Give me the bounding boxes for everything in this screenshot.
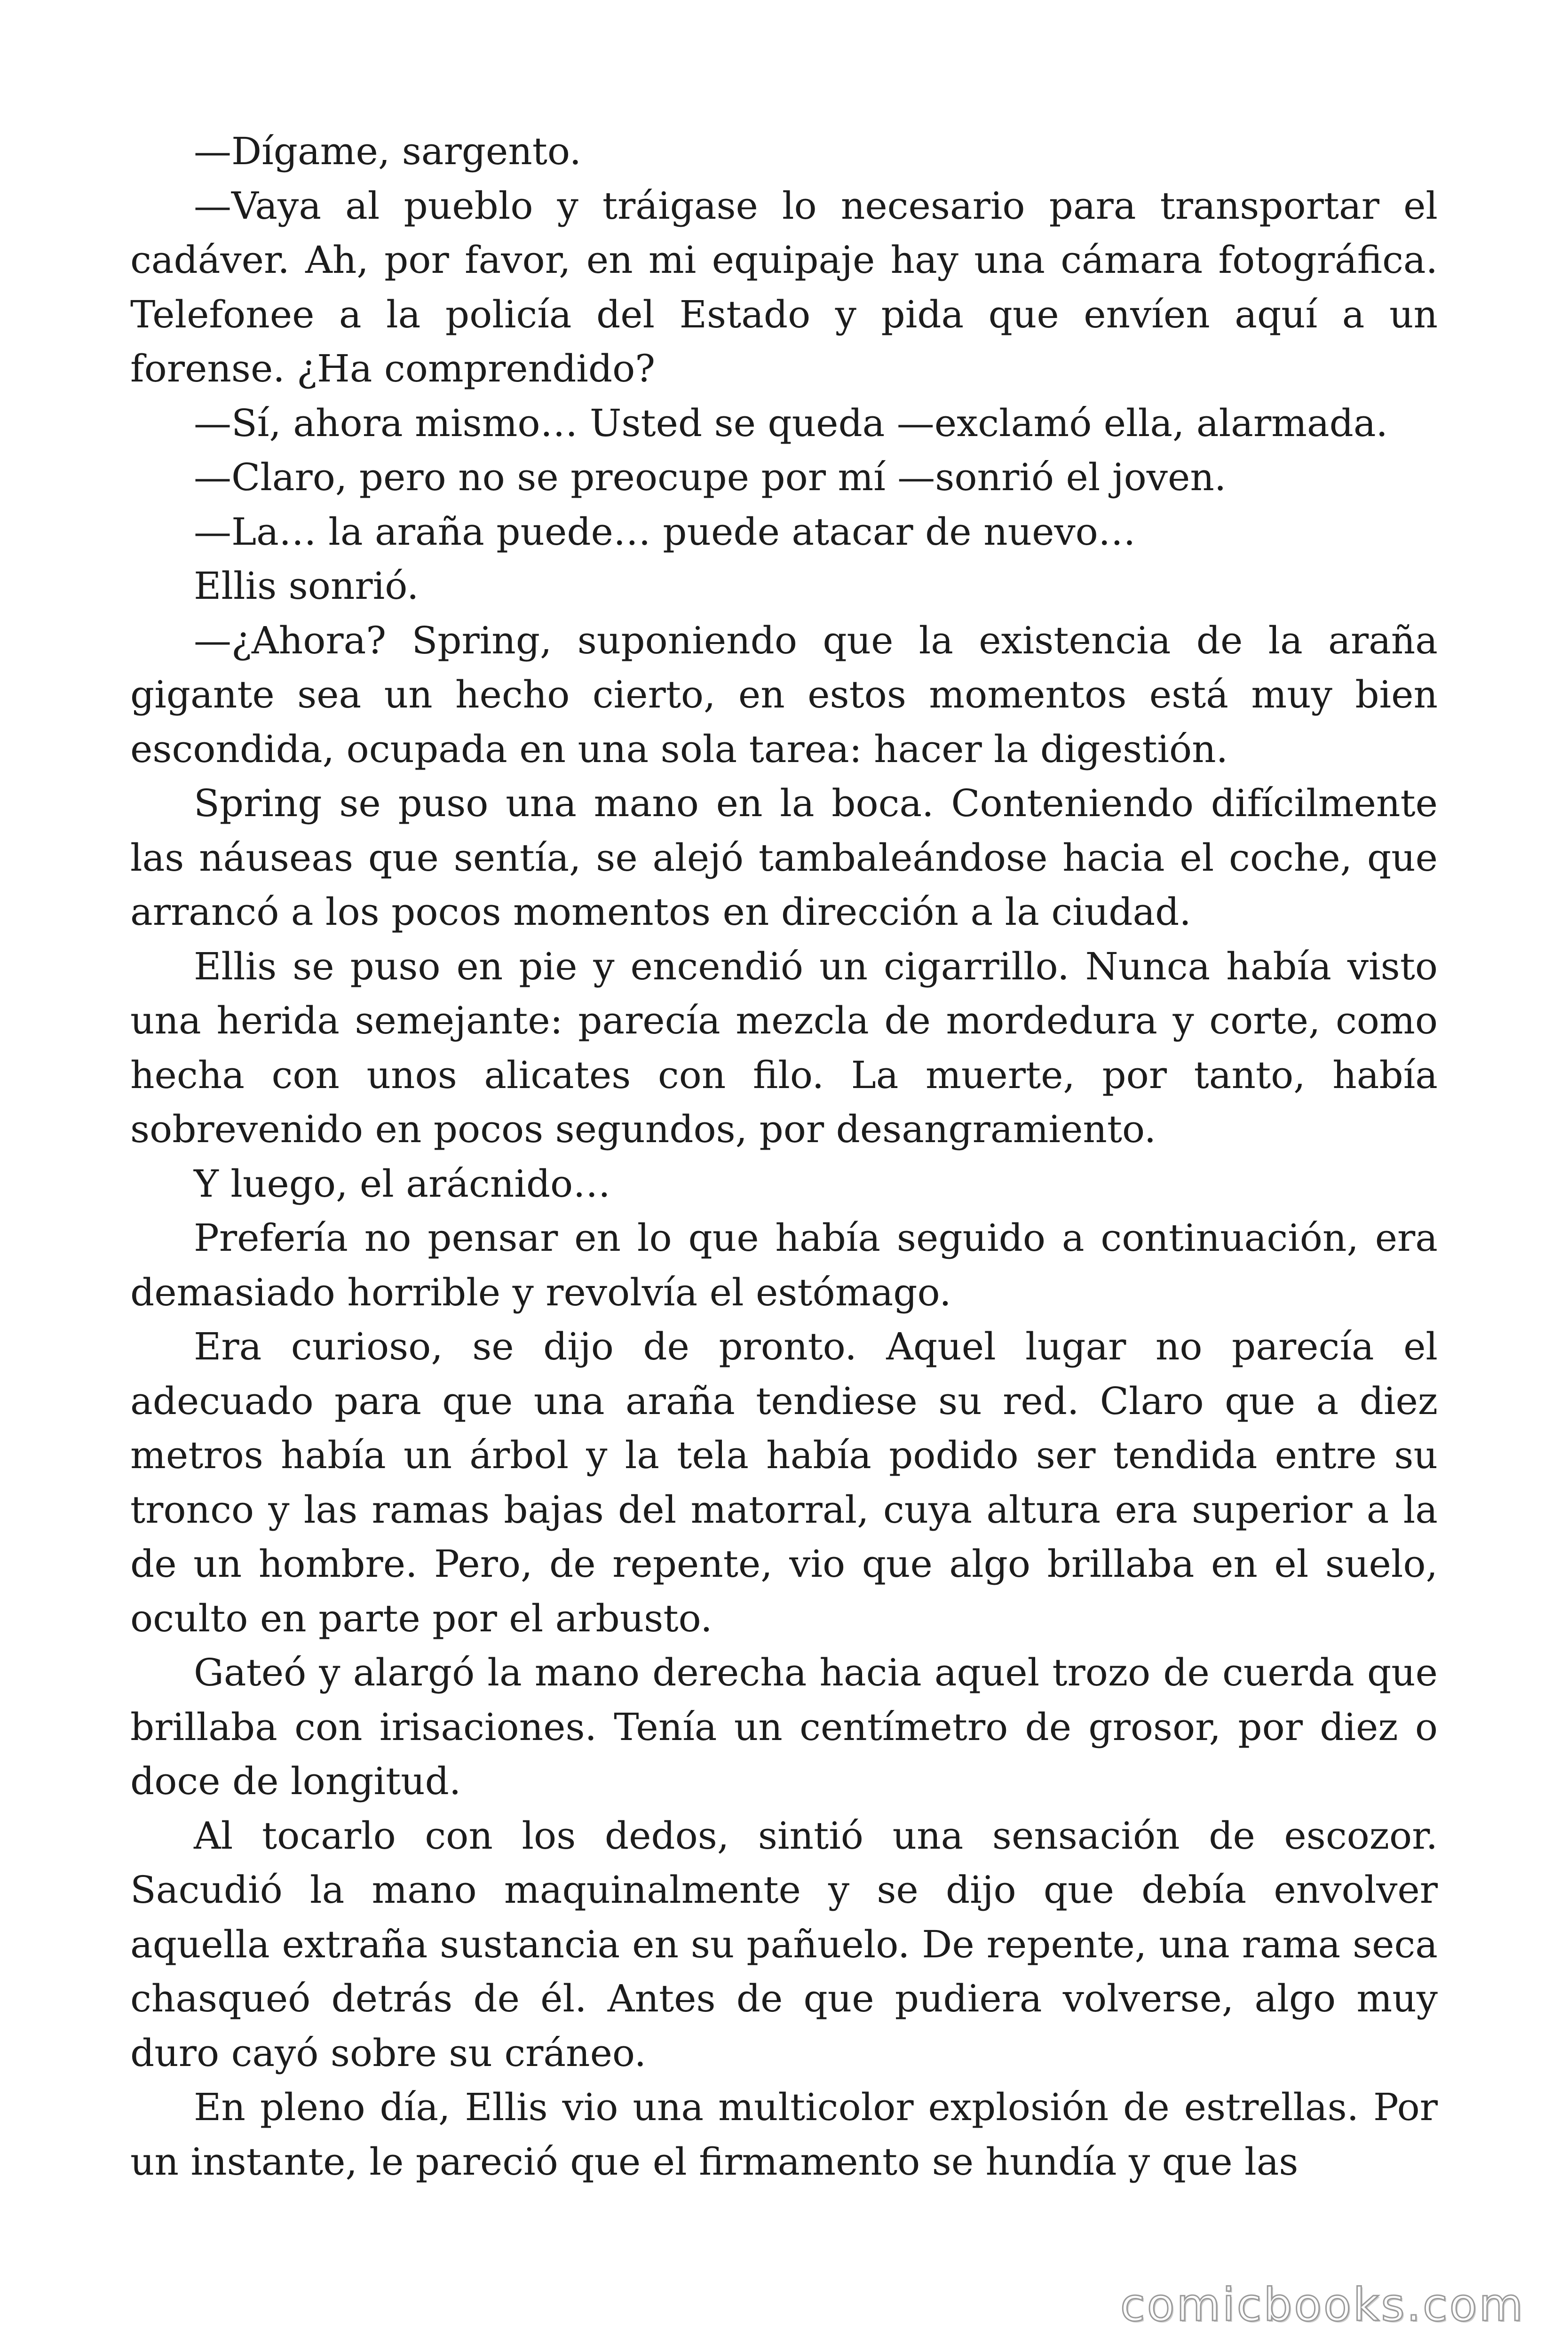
paragraph: Ellis sonrió.: [194, 564, 419, 608]
paragraph: Prefería no pensar en lo que había seguido a continuación, era demasiado horrible y revolvía el estómago.: [130, 1216, 1438, 1314]
paragraph: Y luego, el arácnido…: [194, 1161, 611, 1206]
paragraph: Era curioso, se dijo de pronto. Aquel lugar no parecía el adecuado para que una araña tendiese su red. Claro que a diez metros había un árbol y la tela había podido ser tendida entre su tronco y las ramas bajas del matorral, cuya altura era superior a la de un hombre. Pero, de repente, vio que algo brillaba en el suelo, oculto en parte por el arbusto.: [130, 1325, 1438, 1640]
paragraph: —Sí, ahora mismo… Usted se queda —exclamó ella, alarmada.: [194, 401, 1388, 445]
paragraph: Al tocarlo con los dedos, sintió una sensación de escozor. Sacudió la mano maquinalmente y se dijo que debía envolver aquella extraña sustancia en su pañuelo. De repente, una rama seca chasqueó detrás de él. Antes de que pudiera volverse, algo muy duro cayó sobre su cráneo.: [130, 1813, 1438, 2075]
watermark: comicbooks.com: [1120, 2279, 1525, 2331]
body-text: [130, 124, 1438, 2189]
paragraph: —Dígame, sargento.: [194, 129, 582, 173]
paragraph: Spring se puso una mano en la boca. Conteniendo difícilmente las náuseas que sentía, se alejó tambaleándose hacia el coche, que arrancó a los pocos momentos en dirección a la ciudad.: [130, 781, 1438, 934]
paragraph: En pleno día, Ellis vio una multicolor explosión de estrellas. Por un instante, le pareció que el firmamento se hundía y que las: [130, 2085, 1438, 2184]
paragraph: Ellis se puso en pie y encendió un cigarrillo. Nunca había visto una herida semejante: parecía mezcla de mordedura y corte, como hecha con unos alicates con filo. La muerte, por tanto, había sobrevenido en pocos segundos, por desangramiento.: [130, 944, 1438, 1151]
paragraph: Gateó y alargó la mano derecha hacia aquel trozo de cuerda que brillaba con irisaciones. Tenía un centímetro de grosor, por diez o doce de longitud.: [130, 1651, 1438, 1803]
paragraph: —¿Ahora? Spring, suponiendo que la existencia de la araña gigante sea un hecho cierto, en estos momentos está muy bien escondida, ocupada en una sola tarea: hacer la digestión.: [130, 618, 1438, 771]
paragraph: —La… la araña puede… puede atacar de nuevo…: [194, 509, 1136, 554]
paragraph: —Claro, pero no se preocupe por mí —sonrió el joven.: [194, 455, 1227, 499]
paragraph: —Vaya al pueblo y tráigase lo necesario para transportar el cadáver. Ah, por favor, en mi equipaje hay una cámara fotográfica. Telefonee a la policía del Estado y pida que envíen aquí a un forense. ¿Ha comprendido?: [130, 183, 1438, 390]
